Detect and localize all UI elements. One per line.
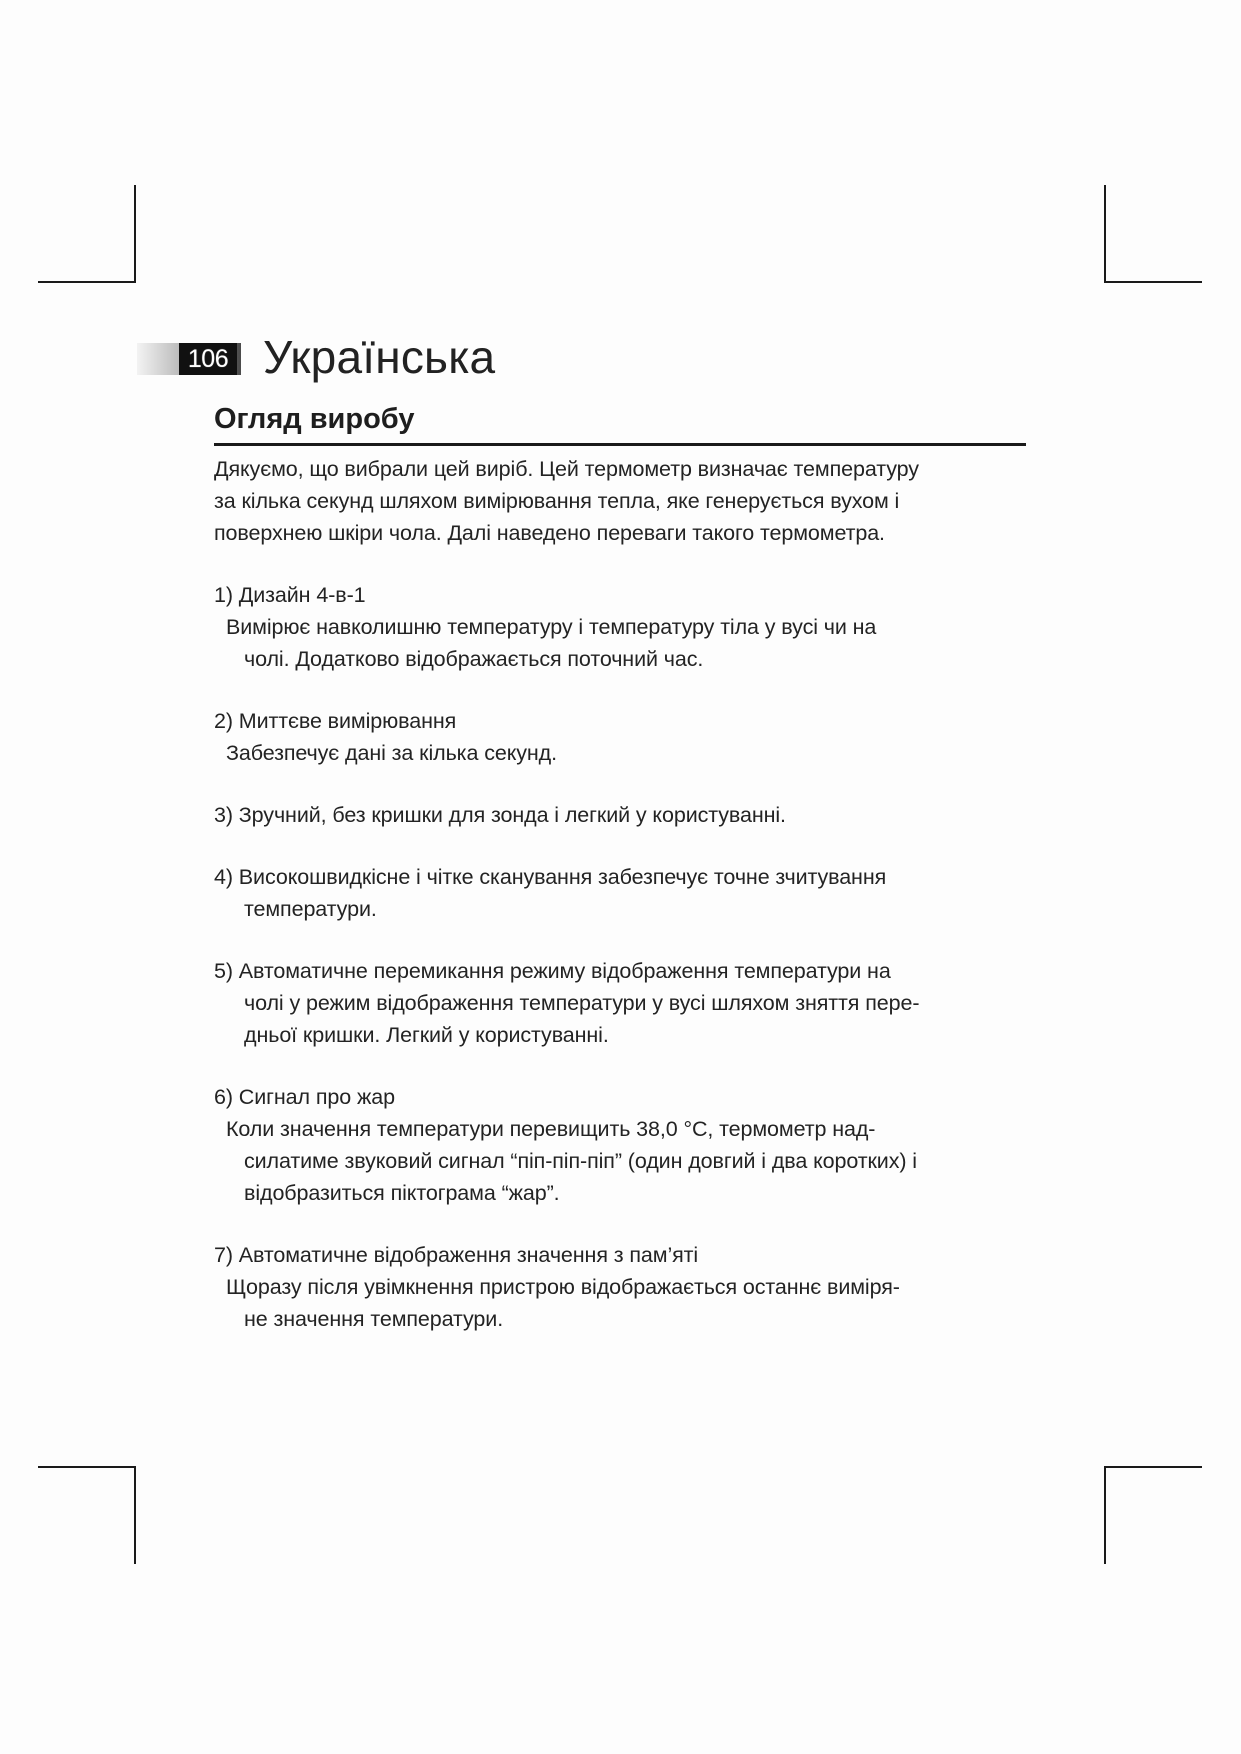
intro-paragraph	[214, 453, 1026, 549]
crop-mark-bottom-right-v	[1104, 1466, 1106, 1564]
feature-item-body	[214, 1113, 1026, 1209]
feature-item-line: Коли значення температури перевищить 38,0 °C, термометр над-	[226, 1117, 876, 1141]
feature-item-line: 4) Високошвидкісне і чітке сканування забезпечує точне зчитування	[214, 865, 887, 889]
crop-mark-bottom-left-v	[134, 1466, 136, 1564]
crop-mark-bottom-right-h	[1104, 1466, 1202, 1468]
feature-item-line: відобразиться піктограма “жар”.	[244, 1181, 560, 1205]
feature-item-line: не значення температури.	[244, 1307, 504, 1331]
page-number: 106	[179, 343, 237, 375]
feature-item-line: чолі. Додатково відображається поточний час.	[244, 647, 704, 671]
feature-item-6	[214, 1081, 1026, 1209]
feature-item-7	[214, 1239, 1026, 1335]
feature-item-line: дньої кришки. Легкий у користуванні.	[244, 1023, 609, 1047]
feature-item-line: 3) Зручний, без кришки для зонда і легкий у користуванні.	[214, 803, 786, 827]
feature-item-line: Забезпечує дані за кілька секунд.	[226, 741, 557, 765]
feature-item-body	[214, 737, 1026, 769]
crop-mark-bottom-left-h	[38, 1466, 136, 1468]
feature-item-body	[214, 1271, 1026, 1335]
feature-item-4	[214, 861, 1026, 925]
page-content	[214, 453, 1026, 1365]
feature-item-2	[214, 705, 1026, 769]
intro-line: Дякуємо, що вибрали цей виріб. Цей термометр визначає температуру	[214, 457, 919, 481]
feature-item-line: силатиме звуковий сигнал “піп-піп-піп” (один довгий і два коротких) і	[244, 1149, 917, 1173]
feature-item-title: 2) Миттєве вимірювання	[214, 709, 457, 733]
section-heading: Огляд виробу	[214, 402, 1026, 446]
feature-item-line: Вимірює навколишню температуру і температуру тіла у вусі чи на	[226, 615, 877, 639]
feature-item-line: температури.	[244, 897, 377, 921]
feature-item-body	[214, 611, 1026, 675]
feature-item-title: 7) Автоматичне відображення значення з пам’яті	[214, 1243, 699, 1267]
intro-line: поверхнею шкіри чола. Далі наведено переваги такого термометра.	[214, 521, 885, 545]
language-title: Українська	[263, 331, 496, 383]
crop-mark-top-right-h	[1104, 281, 1202, 283]
feature-item-5	[214, 955, 1026, 1051]
feature-item-title: 6) Сигнал про жар	[214, 1085, 395, 1109]
intro-line: за кілька секунд шляхом вимірювання тепла, яке генерується вухом і	[214, 489, 900, 513]
feature-item-1	[214, 579, 1026, 675]
feature-item-line: Щоразу після увімкнення пристрою відображається останнє виміря-	[226, 1275, 900, 1299]
feature-item-line: 5) Автоматичне перемикання режиму відображення температури на	[214, 959, 891, 983]
page-header	[137, 331, 937, 383]
feature-item-title: 1) Дизайн 4-в-1	[214, 583, 366, 607]
feature-item-line: чолі у режим відображення температури у вусі шляхом зняття пере-	[244, 991, 920, 1015]
crop-mark-top-left-v	[134, 185, 136, 283]
crop-mark-top-left-h	[38, 281, 136, 283]
feature-item-3	[214, 799, 1026, 831]
crop-mark-top-right-v	[1104, 185, 1106, 283]
